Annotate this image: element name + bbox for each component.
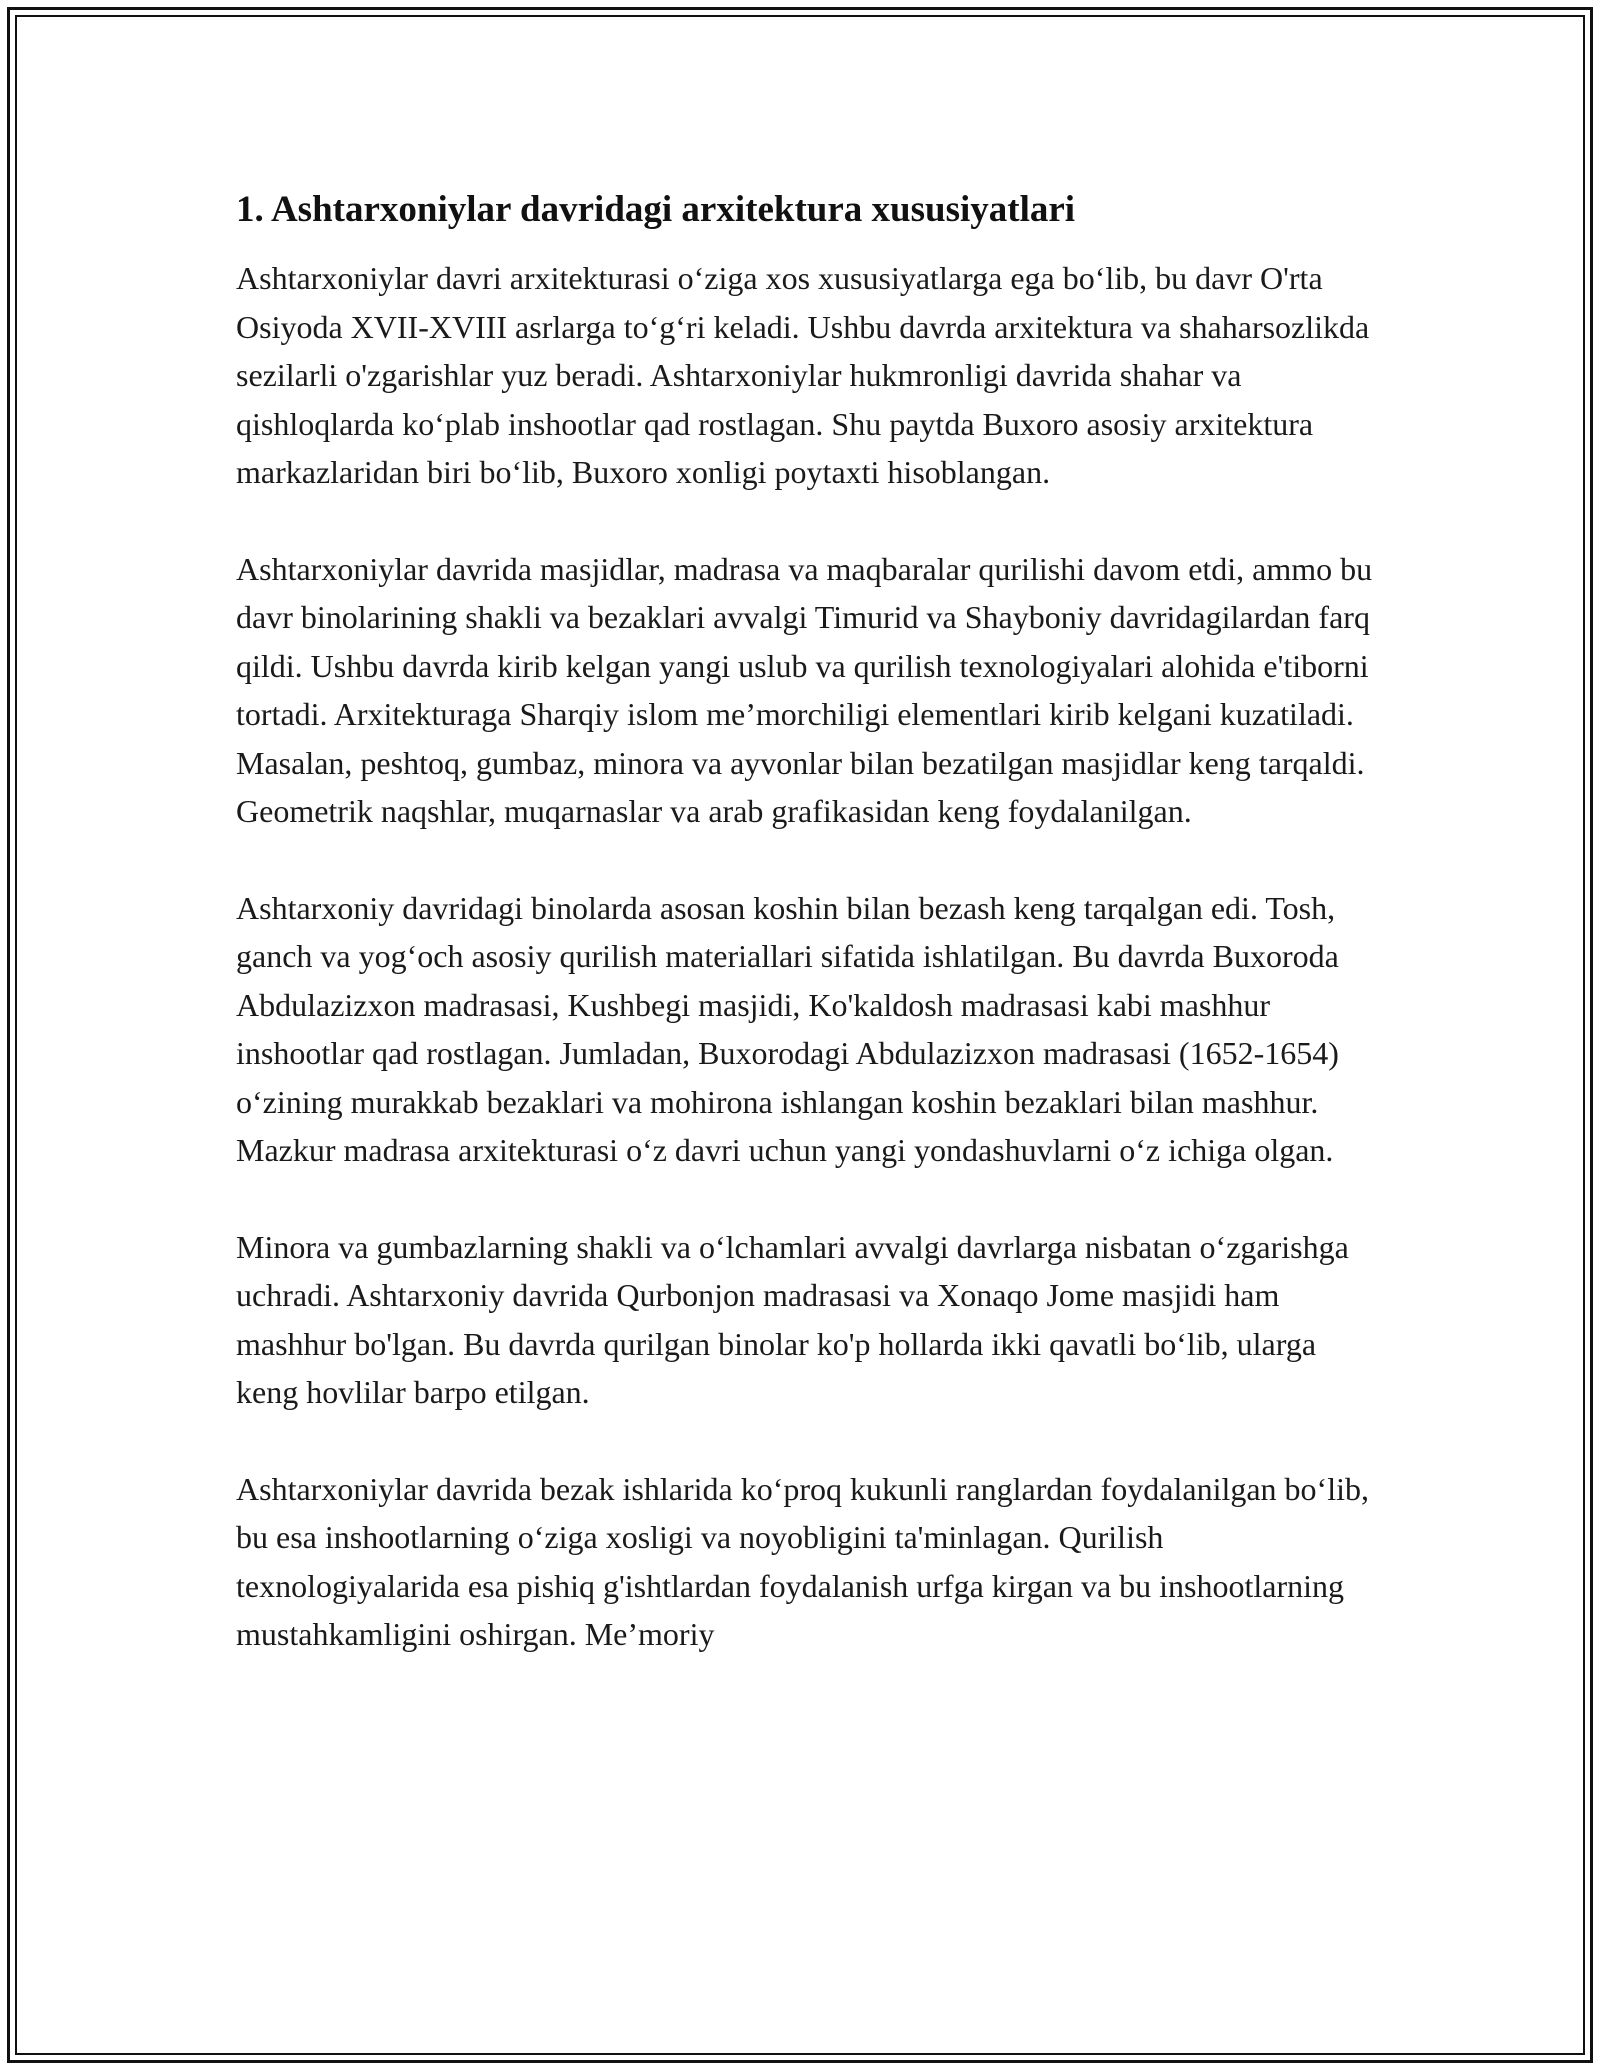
paragraph-2: Ashtarxoniylar davrida masjidlar, madrasa va maqbaralar qurilishi davom etdi, ammo bu davr binolarining shakli va bezaklari avvalgi Timurid va Shayboniy davridagilardan farq qildi. Ushbu davrda kirib kelgan yangi uslub va qurilish texnologiyalari alohida e'tiborni tortadi. Arxitekturaga Sharqiy islom me’morchiligi elementlari kirib kelgani kuzatiladi. Masalan, peshtoq, gumbaz, minora va ayvonlar bilan bezatilgan masjidlar keng tarqaldi. Geometrik naqshlar, muqarnaslar va arab grafikasidan keng foydalanilgan. [236, 550, 1373, 829]
paragraph-3: Ashtarxoniy davridagi binolarda asosan koshin bilan bezash keng tarqalgan edi. Tosh, ganch va yog‘och asosiy qurilish materiallari sifatida ishlatilgan. Bu davrda Buxoroda Abdulazizxon madrasasi, Kushbegi masjidi, Ko'kaldosh madrasasi kabi mashhur inshootlar qad rostlagan. Jumladan, Buxorodagi Abdulazizxon madrasasi (1652-1654) o‘zining murakkab bezaklari va mohirona ishlangan koshin bezaklari bilan mashhur. Mazkur madrasa arxitekturasi o‘z davri uchun yangi yondashuvlarni o‘z ichiga olgan. [236, 889, 1339, 1168]
section-heading: 1. Ashtarxoniylar davridagi arxitektura xususiyatlari [236, 189, 1076, 230]
paragraph-1: Ashtarxoniylar davri arxitekturasi o‘ziga xos xususiyatlarga ega bo‘lib, bu davr O'rta Osiyoda XVII-XVIII asrlarga to‘g‘ri keladi. Ushbu davrda arxitektura va shaharsozlikda sezilarli o'zgarishlar yuz beradi. Ashtarxoniylar hukmronligi davrida shahar va qishloqlarda ko‘plab inshootlar qad rostlagan. Shu paytda Buxoro asosiy arxitektura markazlaridan biri bo‘lib, Buxoro xonligi poytaxti hisoblangan. [236, 260, 1370, 490]
document-body [236, 186, 1386, 1707]
paragraph-4: Minora va gumbazlarning shakli va o‘lchamlari avvalgi davrlarga nisbatan o‘zgarishga uchradi. Ashtarxoniy davrida Qurbonjon madrasasi va Xonaqo Jome masjidi ham mashhur bo'lgan. Bu davrda qurilgan binolar ko'p hollarda ikki qavatli bo‘lib, ularga keng hovlilar barpo etilgan. [236, 1228, 1349, 1410]
paragraph-5: Ashtarxoniylar davrida bezak ishlarida ko‘proq kukunli ranglardan foydalanilgan bo‘lib, bu esa inshootlarning o‘ziga xosligi va noyobligini ta'minlagan. Qurilish texnologiyalarida esa pishiq g'ishtlardan foydalanish urfga kirgan va bu inshootlarning mustahkamligini oshirgan. Me’moriy [236, 1470, 1369, 1652]
